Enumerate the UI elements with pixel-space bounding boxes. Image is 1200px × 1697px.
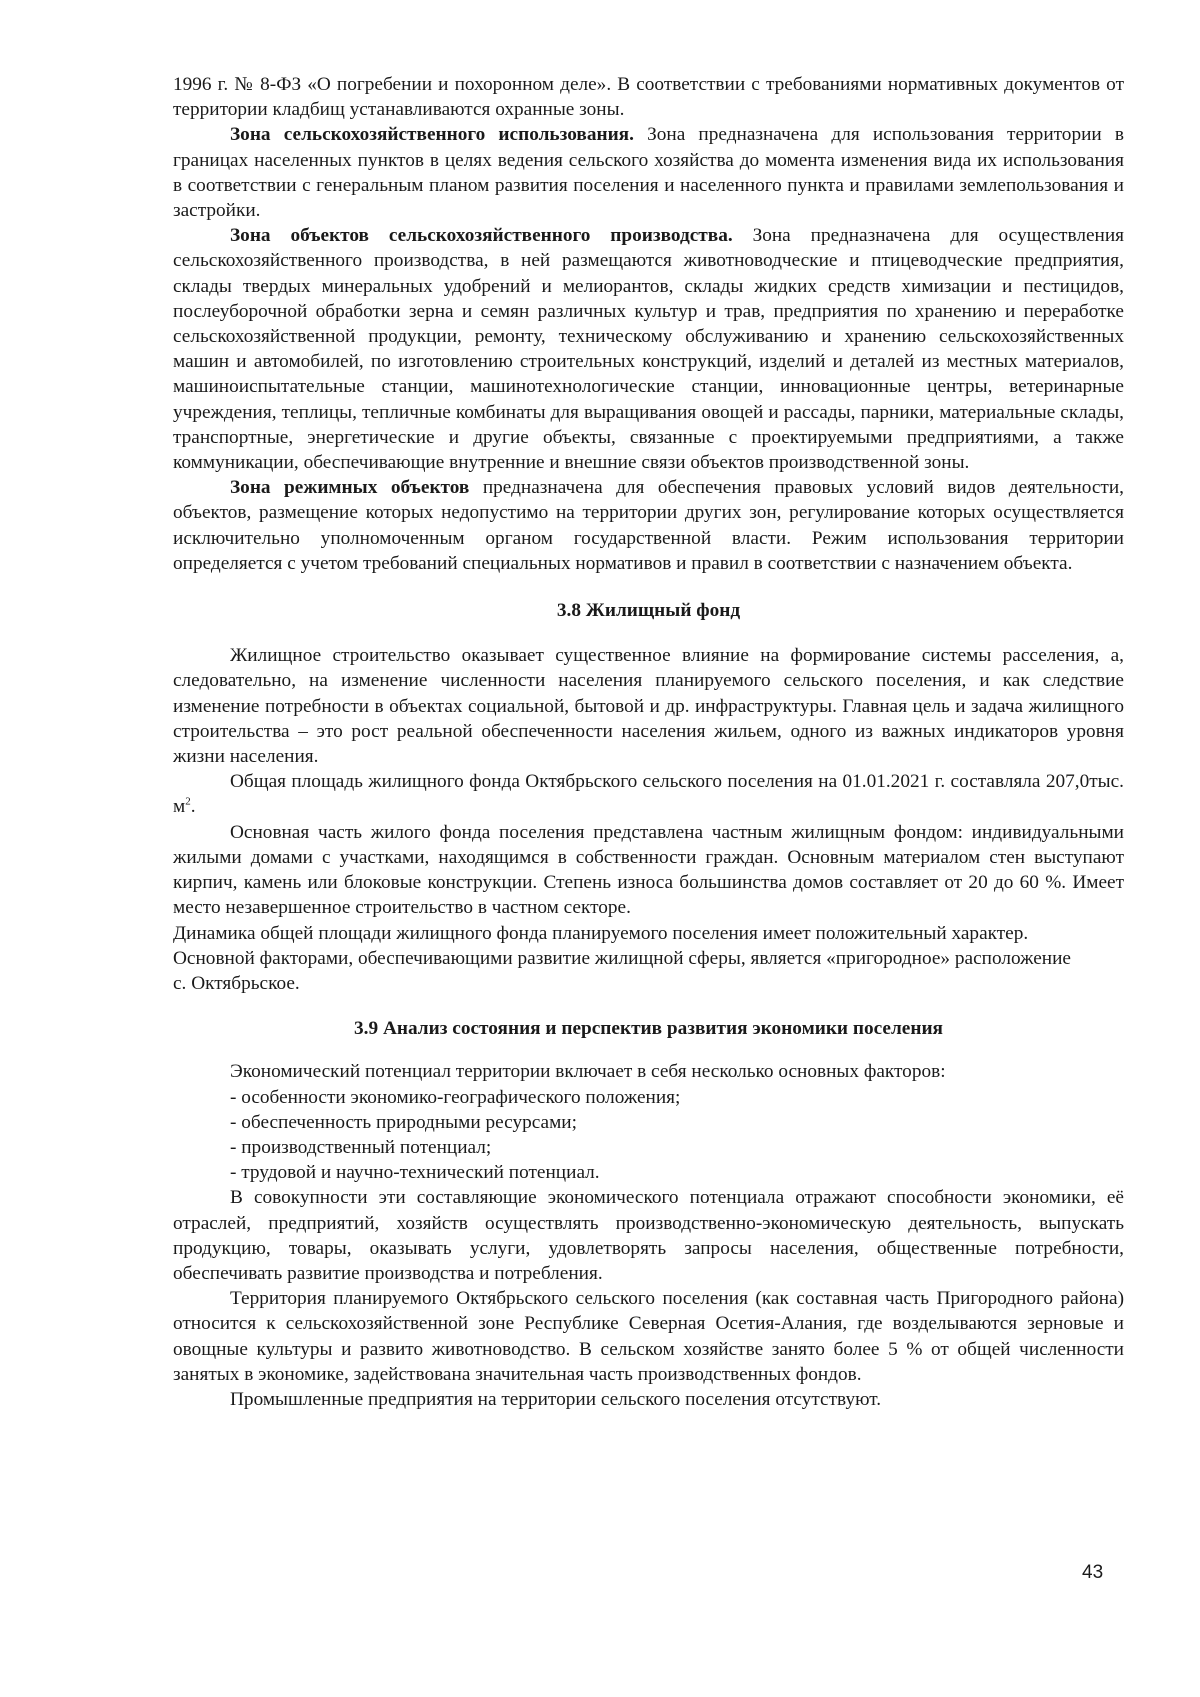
- paragraph-housing-construction: Жилищное строительство оказывает существенное влияние на формирование системы расселения, а, следовательно, на изменение численности населения планируемого сельского поселения, и как следствие изменение потребности в объектах социальной, бытовой и др. инфраструктуры. Главная цель и задача жилищного строительства – это рост реальной обеспеченности населения жильем, одного из важных индикаторов уровня жизни населения.: [173, 645, 1124, 768]
- restricted-objects-zone-title: Зона режимных объектов: [230, 477, 470, 499]
- housing-area-text: Общая площадь жилищного фонда Октябрьского сельского поселения на 01.01.2021 г. составляла 207,0тыс. м: [173, 771, 1124, 818]
- section-heading-housing: 3.8 Жилищный фонд: [556, 600, 741, 622]
- paragraph-economic-potential: Экономический потенциал территории включает в себя несколько основных факторов:: [230, 1061, 946, 1083]
- paragraph-housing-area: [173, 769, 1124, 819]
- paragraph-housing-dynamics: Динамика общей площади жилищного фонда планируемого поселения имеет положительный характер. Основной факторами, обеспечивающими развитие жилищной сферы, является «пригородное» расположение с. Октябрьское.: [173, 922, 1071, 994]
- agricultural-use-zone-text: Зона предназначена для использования территории в границах населенных пунктов в целях ведения сельского хозяйства до момента изменения вида их использования в соответствии с генеральным планом развития поселения и населенного пункта и правилами землепользования и застройки.: [173, 124, 1124, 222]
- agricultural-production-zone-title: Зона объектов сельскохозяйственного производства.: [230, 225, 733, 247]
- paragraph-economic-components: В совокупности эти составляющие экономического потенциала отражают способности экономики, её отраслей, предприятий, хозяйств осуществлять производственно-экономическую деятельность, выпускать продукцию, товары, оказывать услуги, удовлетворять запросы населения, общественные потребности, обеспечивать развитие производства и потребления.: [173, 1187, 1124, 1284]
- factors-list: [173, 1085, 1124, 1186]
- housing-area-superscript: 2: [185, 796, 191, 809]
- paragraph-cemetery-zones: 1996 г. № 8-ФЗ «О погребении и похоронном деле». В соответствии с требованиями нормативных документов от территории кладбищ устанавливаются охранные зоны.: [173, 74, 1124, 121]
- paragraph-restricted-objects-zone: [173, 475, 1124, 576]
- section-heading-economy: 3.9 Анализ состояния и перспектив развития экономики поселения: [354, 1018, 943, 1040]
- paragraph-housing-stock: Основная часть жилого фонда поселения представлена частным жилищным фондом: индивидуальными жилыми домами с участками, находящимся в собственности граждан. Основным материалом стен выступают кирпич, камень или блоковые конструкции. Степень износа большинства домов составляет от 20 до 60 %. Имеет место незавершенное строительство в частном секторе.: [173, 821, 1124, 919]
- restricted-objects-zone-text: предназначена для обеспечения правовых условий видов деятельности, объектов, размещение которых недопустимо на территории других зон, регулирование которых осуществляется исключительно уполномоченным органом государственной власти. Режим использования территории определяется с учетом требований специальных нормативов и правил в соответствии с назначением объекта.: [173, 477, 1124, 574]
- housing-area-end: .: [190, 796, 196, 818]
- list-item: - особенности экономико-географического положения;: [230, 1086, 681, 1108]
- paragraph-agricultural-production-zone: [173, 223, 1124, 475]
- paragraph-industry-absent: Промышленные предприятия на территории сельского поселения отсутствуют.: [230, 1388, 882, 1410]
- list-item: - трудовой и научно-технический потенциал.: [230, 1162, 600, 1184]
- agricultural-production-zone-text: Зона предназначена для осуществления сельскохозяйственного производства, в ней размещаются животноводческие и птицеводческие предприятия, склады твердых минеральных удобрений и мелиорантов, склады жидких средств химизации и пестицидов, послеуборочной обработки зерна и семян различных культур и трав, предприятия по хранению и переработке сельскохозяйственной продукции, ремонту, техническому обслуживанию и хранению сельскохозяйственных машин и автомобилей, по изготовлению строительных конструкций, изделий и деталей из местных материалов, машиноиспытательные станции, машинотехнологические станции, инновационные центры, ветеринарные учреждения, теплицы, тепличные комбинаты для выращивания овощей и рассады, парники, материальные склады, транспортные, энергетические и другие объекты, связанные с проектируемыми предприятиями, а также коммуникации, обеспечивающие внутренние и внешние связи объектов производственной зоны.: [173, 225, 1125, 474]
- list-item: - производственный потенциал;: [230, 1136, 492, 1158]
- paragraph-agricultural-use-zone: [173, 122, 1124, 223]
- paragraph-territory-agriculture: Территория планируемого Октябрьского сельского поселения (как составная часть Пригородного района) относится к сельскохозяйственной зоне Республике Северная Осетия-Алания, где возделываются зерновые и овощные культуры и развито животноводство. В сельском хозяйстве занято более 5 % от общей численности занятых в экономике, задействована значительная часть производственных фондов.: [173, 1288, 1124, 1385]
- page-number: 43: [1082, 1562, 1104, 1583]
- list-item: - обеспеченность природными ресурсами;: [230, 1111, 577, 1133]
- agricultural-use-zone-title: Зона сельскохозяйственного использования.: [230, 124, 634, 146]
